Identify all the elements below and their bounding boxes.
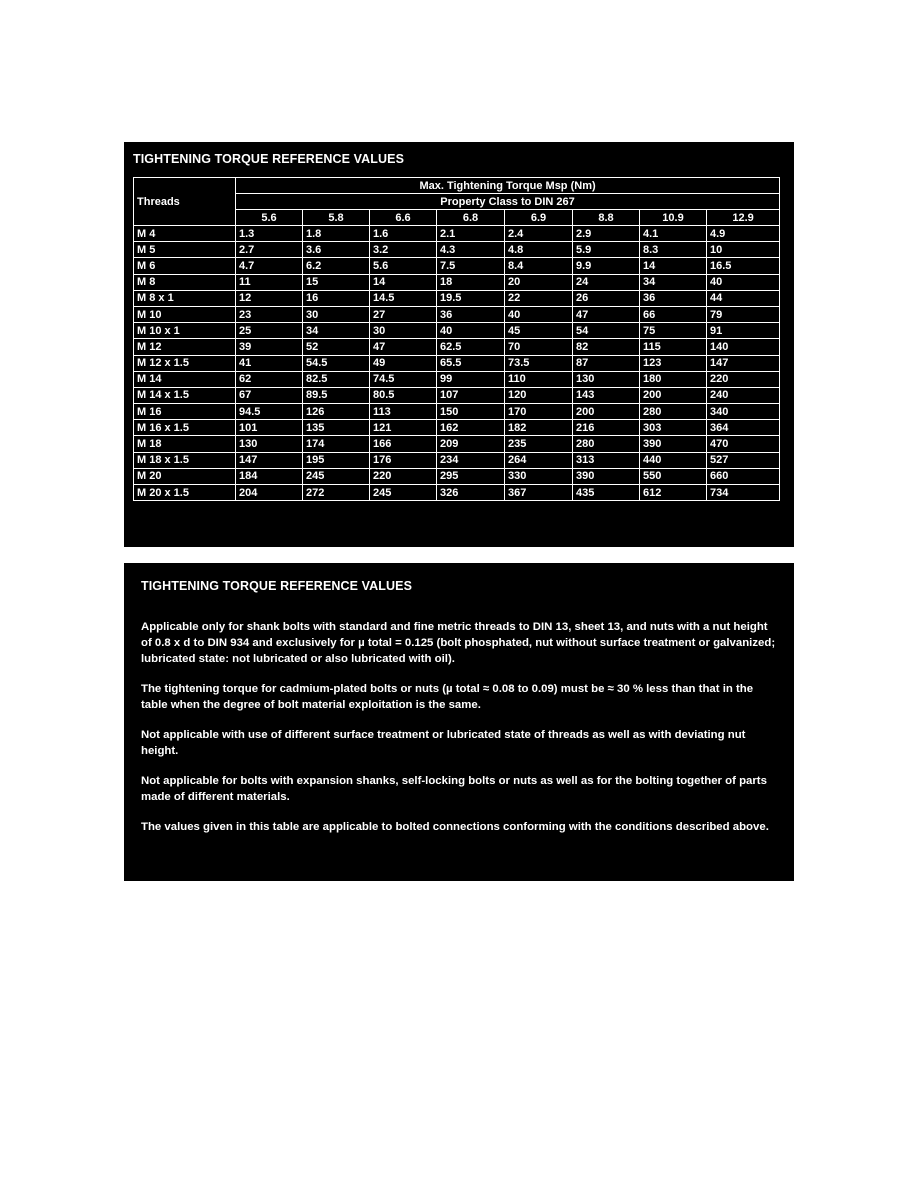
torque-value-cell: 36 xyxy=(437,306,505,322)
torque-value-cell: 49 xyxy=(370,355,437,371)
torque-value-cell: 12 xyxy=(236,290,303,306)
torque-value-cell: 107 xyxy=(437,387,505,403)
property-class-header: Property Class to DIN 267 xyxy=(236,194,780,210)
torque-value-cell: 234 xyxy=(437,452,505,468)
table-row xyxy=(134,339,780,355)
torque-value-cell: 14.5 xyxy=(370,290,437,306)
torque-value-cell: 113 xyxy=(370,404,437,420)
torque-value-cell: 120 xyxy=(505,387,573,403)
torque-value-cell: 280 xyxy=(640,404,707,420)
torque-value-cell: 4.9 xyxy=(707,226,780,242)
note-paragraph: Applicable only for shank bolts with standard and fine metric threads to DIN 13, sheet 13, and nuts with a nut height of 0.8 x d to DIN 934 and exclusively for µ total = 0.125 (bolt phosphated, nut without surface treatment or galvanized; lubricated state: not lubricated or also lubricated with oil). xyxy=(141,621,776,665)
torque-value-cell: 2.4 xyxy=(505,226,573,242)
torque-value-cell: 200 xyxy=(573,404,640,420)
table-row xyxy=(134,485,780,501)
property-class-6-9: 6.9 xyxy=(505,210,573,226)
thread-cell: M 18 xyxy=(134,436,236,452)
torque-value-cell: 11 xyxy=(236,274,303,290)
thread-cell: M 18 x 1.5 xyxy=(134,452,236,468)
torque-value-cell: 18 xyxy=(437,274,505,290)
torque-value-cell: 182 xyxy=(505,420,573,436)
thread-cell: M 10 x 1 xyxy=(134,323,236,339)
torque-value-cell: 65.5 xyxy=(437,355,505,371)
table-row xyxy=(134,468,780,484)
torque-value-cell: 36 xyxy=(640,290,707,306)
torque-table-body xyxy=(134,226,780,501)
torque-value-cell: 121 xyxy=(370,420,437,436)
torque-value-cell: 330 xyxy=(505,468,573,484)
torque-value-cell: 94.5 xyxy=(236,404,303,420)
table-row xyxy=(134,306,780,322)
thread-cell: M 14 x 1.5 xyxy=(134,387,236,403)
torque-value-cell: 14 xyxy=(640,258,707,274)
torque-value-cell: 101 xyxy=(236,420,303,436)
torque-value-cell: 25 xyxy=(236,323,303,339)
note-paragraph: Not applicable with use of different surface treatment or lubricated state of threads as well as with deviating nut height. xyxy=(141,729,746,757)
torque-value-cell: 326 xyxy=(437,485,505,501)
torque-value-cell: 30 xyxy=(370,323,437,339)
torque-value-cell: 40 xyxy=(437,323,505,339)
torque-value-cell: 195 xyxy=(303,452,370,468)
table-row xyxy=(134,404,780,420)
torque-value-cell: 10 xyxy=(707,242,780,258)
torque-value-cell: 87 xyxy=(573,355,640,371)
thread-cell: M 20 xyxy=(134,468,236,484)
torque-table xyxy=(133,177,780,501)
torque-value-cell: 91 xyxy=(707,323,780,339)
torque-value-cell: 1.8 xyxy=(303,226,370,242)
torque-value-cell: 180 xyxy=(640,371,707,387)
table-row xyxy=(134,387,780,403)
torque-table-panel xyxy=(124,142,794,547)
torque-value-cell: 240 xyxy=(707,387,780,403)
property-class-5-6: 5.6 xyxy=(236,210,303,226)
torque-value-cell: 303 xyxy=(640,420,707,436)
torque-value-cell: 99 xyxy=(437,371,505,387)
property-class-6-6: 6.6 xyxy=(370,210,437,226)
torque-value-cell: 1.6 xyxy=(370,226,437,242)
thread-cell: M 14 xyxy=(134,371,236,387)
torque-value-cell: 14 xyxy=(370,274,437,290)
torque-value-cell: 54.5 xyxy=(303,355,370,371)
torque-value-cell: 166 xyxy=(370,436,437,452)
thread-cell: M 12 xyxy=(134,339,236,355)
torque-value-cell: 135 xyxy=(303,420,370,436)
torque-value-cell: 8.4 xyxy=(505,258,573,274)
torque-value-cell: 75 xyxy=(640,323,707,339)
torque-value-cell: 143 xyxy=(573,387,640,403)
torque-value-cell: 470 xyxy=(707,436,780,452)
table-row xyxy=(134,420,780,436)
torque-value-cell: 44 xyxy=(707,290,780,306)
torque-value-cell: 2.7 xyxy=(236,242,303,258)
torque-value-cell: 47 xyxy=(573,306,640,322)
note-paragraph: Not applicable for bolts with expansion shanks, self-locking bolts or nuts as well as for the bolting together of parts made of different materials. xyxy=(141,775,767,803)
torque-value-cell: 89.5 xyxy=(303,387,370,403)
thread-cell: M 10 xyxy=(134,306,236,322)
torque-value-cell: 110 xyxy=(505,371,573,387)
torque-value-cell: 2.1 xyxy=(437,226,505,242)
torque-value-cell: 220 xyxy=(370,468,437,484)
torque-value-cell: 245 xyxy=(370,485,437,501)
torque-value-cell: 162 xyxy=(437,420,505,436)
torque-value-cell: 245 xyxy=(303,468,370,484)
torque-value-cell: 367 xyxy=(505,485,573,501)
torque-value-cell: 7.5 xyxy=(437,258,505,274)
torque-value-cell: 204 xyxy=(236,485,303,501)
table-row xyxy=(134,323,780,339)
threads-header: Threads xyxy=(134,178,236,226)
torque-value-cell: 80.5 xyxy=(370,387,437,403)
torque-value-cell: 45 xyxy=(505,323,573,339)
torque-value-cell: 9.9 xyxy=(573,258,640,274)
torque-value-cell: 174 xyxy=(303,436,370,452)
thread-cell: M 16 x 1.5 xyxy=(134,420,236,436)
torque-value-cell: 734 xyxy=(707,485,780,501)
torque-value-cell: 20 xyxy=(505,274,573,290)
torque-value-cell: 170 xyxy=(505,404,573,420)
torque-value-cell: 130 xyxy=(236,436,303,452)
torque-value-cell: 16.5 xyxy=(707,258,780,274)
torque-value-cell: 295 xyxy=(437,468,505,484)
thread-cell: M 8 xyxy=(134,274,236,290)
torque-value-cell: 54 xyxy=(573,323,640,339)
table-row xyxy=(134,258,780,274)
table-row xyxy=(134,355,780,371)
table-panel-title: TIGHTENING TORQUE REFERENCE VALUES xyxy=(133,152,405,166)
table-row xyxy=(134,371,780,387)
torque-value-cell: 4.3 xyxy=(437,242,505,258)
thread-cell: M 6 xyxy=(134,258,236,274)
torque-value-cell: 184 xyxy=(236,468,303,484)
torque-value-cell: 3.6 xyxy=(303,242,370,258)
torque-value-cell: 70 xyxy=(505,339,573,355)
torque-value-cell: 272 xyxy=(303,485,370,501)
torque-value-cell: 140 xyxy=(707,339,780,355)
torque-value-cell: 440 xyxy=(640,452,707,468)
max-torque-header: Max. Tightening Torque Msp (Nm) xyxy=(236,178,780,194)
torque-value-cell: 209 xyxy=(437,436,505,452)
torque-value-cell: 39 xyxy=(236,339,303,355)
notes-body xyxy=(141,619,776,835)
torque-value-cell: 52 xyxy=(303,339,370,355)
torque-value-cell: 23 xyxy=(236,306,303,322)
thread-cell: M 12 x 1.5 xyxy=(134,355,236,371)
torque-value-cell: 40 xyxy=(505,306,573,322)
thread-cell: M 16 xyxy=(134,404,236,420)
torque-value-cell: 4.8 xyxy=(505,242,573,258)
torque-value-cell: 176 xyxy=(370,452,437,468)
torque-value-cell: 200 xyxy=(640,387,707,403)
torque-value-cell: 22 xyxy=(505,290,573,306)
torque-value-cell: 280 xyxy=(573,436,640,452)
torque-value-cell: 550 xyxy=(640,468,707,484)
torque-value-cell: 47 xyxy=(370,339,437,355)
torque-value-cell: 74.5 xyxy=(370,371,437,387)
torque-value-cell: 34 xyxy=(303,323,370,339)
torque-value-cell: 115 xyxy=(640,339,707,355)
thread-cell: M 4 xyxy=(134,226,236,242)
torque-value-cell: 41 xyxy=(236,355,303,371)
torque-value-cell: 527 xyxy=(707,452,780,468)
torque-value-cell: 123 xyxy=(640,355,707,371)
table-row xyxy=(134,226,780,242)
torque-value-cell: 264 xyxy=(505,452,573,468)
torque-value-cell: 26 xyxy=(573,290,640,306)
torque-value-cell: 3.2 xyxy=(370,242,437,258)
table-row xyxy=(134,436,780,452)
torque-value-cell: 313 xyxy=(573,452,640,468)
torque-value-cell: 4.1 xyxy=(640,226,707,242)
torque-value-cell: 66 xyxy=(640,306,707,322)
torque-value-cell: 24 xyxy=(573,274,640,290)
torque-value-cell: 216 xyxy=(573,420,640,436)
torque-value-cell: 79 xyxy=(707,306,780,322)
table-row xyxy=(134,452,780,468)
torque-value-cell: 6.2 xyxy=(303,258,370,274)
torque-value-cell: 5.6 xyxy=(370,258,437,274)
torque-value-cell: 1.3 xyxy=(236,226,303,242)
torque-value-cell: 126 xyxy=(303,404,370,420)
notes-panel-title: TIGHTENING TORQUE REFERENCE VALUES xyxy=(141,579,413,593)
table-row xyxy=(134,242,780,258)
torque-value-cell: 130 xyxy=(573,371,640,387)
torque-value-cell: 67 xyxy=(236,387,303,403)
notes-panel xyxy=(124,563,794,881)
property-class-10-9: 10.9 xyxy=(640,210,707,226)
torque-value-cell: 82 xyxy=(573,339,640,355)
torque-value-cell: 40 xyxy=(707,274,780,290)
torque-value-cell: 34 xyxy=(640,274,707,290)
note-paragraph: The tightening torque for cadmium-plated bolts or nuts (µ total ≈ 0.08 to 0.09) must be ≈ 30 % less than that in the table when the degree of bolt material exploitation is the same. xyxy=(141,683,754,711)
torque-value-cell: 30 xyxy=(303,306,370,322)
note-paragraph: The values given in this table are applicable to bolted connections conforming with the conditions described above. xyxy=(141,821,769,833)
thread-cell: M 8 x 1 xyxy=(134,290,236,306)
torque-value-cell: 340 xyxy=(707,404,780,420)
torque-value-cell: 19.5 xyxy=(437,290,505,306)
torque-value-cell: 8.3 xyxy=(640,242,707,258)
thread-cell: M 5 xyxy=(134,242,236,258)
property-class-5-8: 5.8 xyxy=(303,210,370,226)
torque-value-cell: 150 xyxy=(437,404,505,420)
property-class-8-8: 8.8 xyxy=(573,210,640,226)
torque-value-cell: 82.5 xyxy=(303,371,370,387)
torque-value-cell: 27 xyxy=(370,306,437,322)
torque-value-cell: 4.7 xyxy=(236,258,303,274)
torque-value-cell: 147 xyxy=(707,355,780,371)
torque-value-cell: 612 xyxy=(640,485,707,501)
torque-value-cell: 62 xyxy=(236,371,303,387)
torque-value-cell: 390 xyxy=(640,436,707,452)
table-row xyxy=(134,274,780,290)
torque-value-cell: 435 xyxy=(573,485,640,501)
property-class-12-9: 12.9 xyxy=(707,210,780,226)
torque-value-cell: 16 xyxy=(303,290,370,306)
torque-value-cell: 660 xyxy=(707,468,780,484)
torque-value-cell: 73.5 xyxy=(505,355,573,371)
property-class-6-8: 6.8 xyxy=(437,210,505,226)
torque-value-cell: 390 xyxy=(573,468,640,484)
table-row xyxy=(134,290,780,306)
thread-cell: M 20 x 1.5 xyxy=(134,485,236,501)
torque-value-cell: 2.9 xyxy=(573,226,640,242)
torque-value-cell: 147 xyxy=(236,452,303,468)
torque-value-cell: 364 xyxy=(707,420,780,436)
torque-value-cell: 235 xyxy=(505,436,573,452)
torque-value-cell: 15 xyxy=(303,274,370,290)
torque-value-cell: 220 xyxy=(707,371,780,387)
torque-value-cell: 62.5 xyxy=(437,339,505,355)
torque-value-cell: 5.9 xyxy=(573,242,640,258)
